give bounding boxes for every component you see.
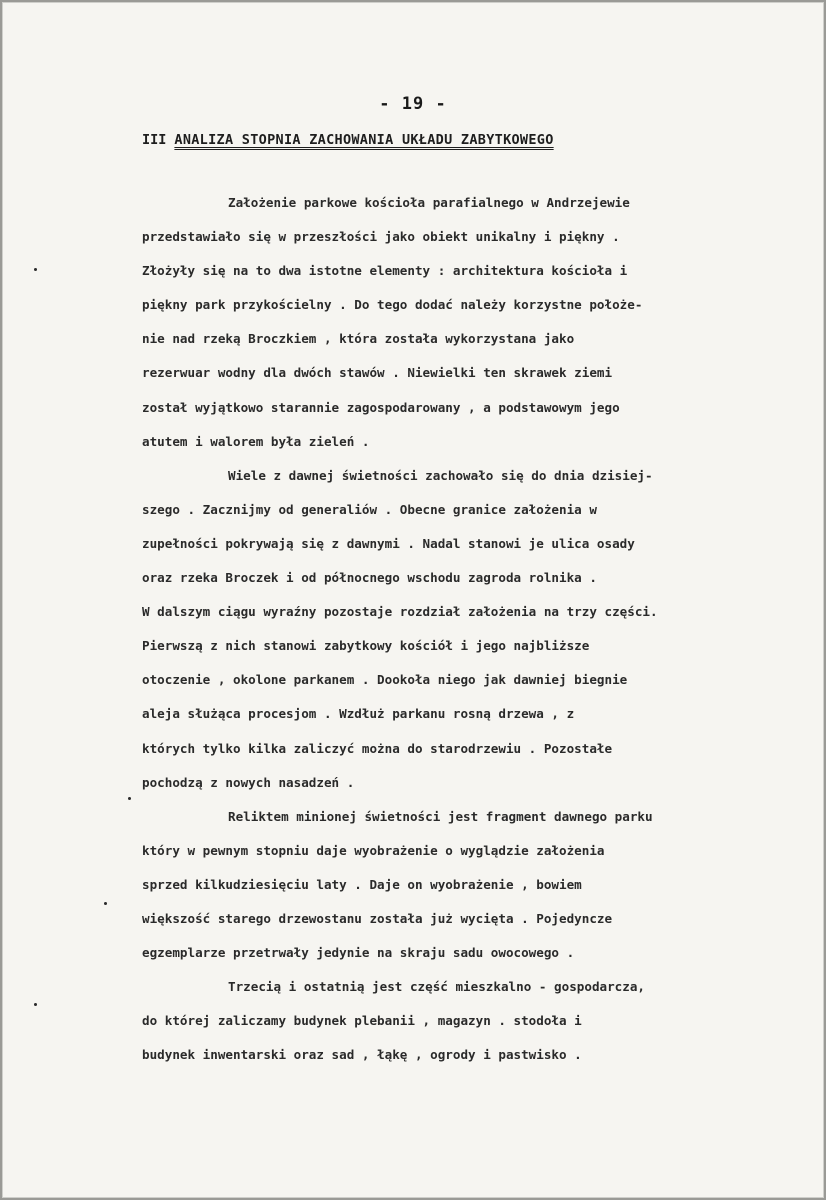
text-line: egzemplarze przetrwały jedynie na skraju sadu owocowego . <box>142 945 575 961</box>
section-number: III <box>142 132 167 148</box>
section-title: ANALIZA STOPNIA ZACHOWANIA UKŁADU ZABYTKOWEGO <box>174 132 554 148</box>
text-line: zupełności pokrywają się z dawnymi . Nadal stanowi je ulica osady <box>142 535 635 551</box>
body-text <box>142 186 822 1072</box>
text-line: Wiele z dawnej świetności zachowało się do dnia dzisiej- <box>228 467 653 483</box>
text-line: aleja służąca procesjom . Wzdłuż parkanu rosną drzewa , z <box>142 706 575 722</box>
text-line: Założenie parkowe kościoła parafialnego w Andrzejewie <box>228 195 630 210</box>
text-line: otoczenie , okolone parkanem . Dookoła niego jak dawniej biegnie <box>142 672 628 688</box>
text-line: Trzecią i ostatnią jest część mieszkalno - gospodarcza, <box>228 979 646 995</box>
text-line: oraz rzeka Broczek i od północnego wschodu zagroda rolnika . <box>142 570 597 586</box>
text-line: rezerwuar wodny dla dwóch stawów . Niewielki ten skrawek ziemi <box>142 365 613 381</box>
text-line: do której zaliczamy budynek plebanii , magazyn . stodoła i <box>142 1013 582 1029</box>
text-line: Reliktem minionej świetności jest fragment dawnego parku <box>228 808 653 824</box>
binding-hole-mark <box>34 1003 37 1006</box>
text-line: został wyjątkowo starannie zagospodarowany , a podstawowym jego <box>142 399 620 415</box>
text-line: przedstawiało się w przeszłości jako obiekt unikalny i piękny . <box>142 229 620 245</box>
text-line: większość starego drzewostanu została już wycięta . Pojedyncze <box>142 910 613 926</box>
section-heading <box>142 132 554 148</box>
text-line: nie nad rzeką Broczkiem , która została wykorzystana jako <box>142 331 575 347</box>
binding-hole-mark <box>104 902 107 905</box>
text-line: piękny park przykościelny . Do tego dodać należy korzystne położe- <box>142 297 643 313</box>
text-line: który w pewnym stopniu daje wyobrażenie o wyglądzie założenia <box>142 842 605 858</box>
text-line: szego . Zacznijmy od generaliów . Obecne granice założenia w <box>142 501 597 517</box>
page-number: - 19 - <box>379 94 447 114</box>
text-line: Pierwszą z nich stanowi zabytkowy kościół i jego najbliższe <box>142 638 590 654</box>
text-line: których tylko kilka zaliczyć można do starodrzewiu . Pozostałe <box>142 740 613 756</box>
text-line: W dalszym ciągu wyraźny pozostaje rozdział założenia na trzy części. <box>142 604 658 620</box>
text-line: sprzed kilkudziesięciu laty . Daje on wyobrażenie , bowiem <box>142 876 582 892</box>
text-line: budynek inwentarski oraz sad , łąkę , ogrody i pastwisko . <box>142 1047 582 1063</box>
text-line: atutem i walorem była zieleń . <box>142 433 370 449</box>
binding-hole-mark <box>128 797 131 800</box>
binding-hole-mark <box>34 268 37 271</box>
text-line: pochodzą z nowych nasadzeń . <box>142 774 355 790</box>
text-line: Złożyły się na to dwa istotne elementy : architektura kościoła i <box>142 263 628 279</box>
